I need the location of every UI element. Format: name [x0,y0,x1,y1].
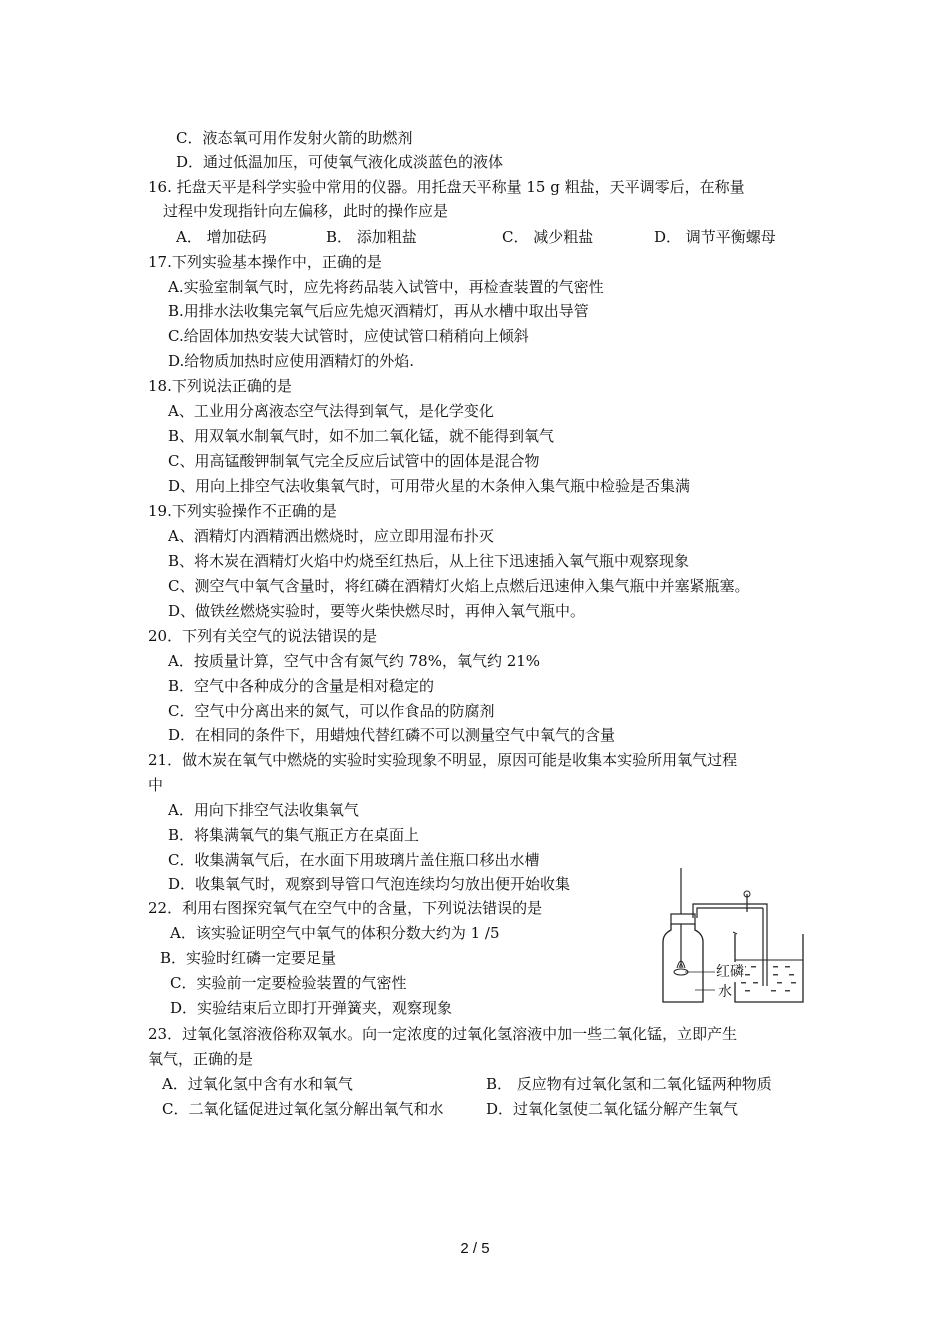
q18-stem: 18.下列说法正确的是 [148,377,292,395]
page-number: 2 / 5 [460,1240,490,1257]
q21-option-a: A．用向下排空气法收集氧气 [168,801,359,819]
q18-option-a: A、工业用分离液态空气法得到氧气，是化学变化 [168,402,494,420]
q18-option-b: B、用双氧水制氧气时，如不加二氧化锰，就不能得到氧气 [168,427,555,445]
q16-option-c: C． 减少粗盐 [502,228,594,246]
q20-option-d: D．在相同的条件下，用蜡烛代替红磷不可以测量空气中氧气的含量 [168,726,616,744]
q17-option-d: D.给物质加热时应使用酒精灯的外焰. [168,352,415,370]
q17-option-a: A.实验室制氧气时，应先将药品装入试管中，再检查装置的气密性 [168,278,604,296]
q15-option-d: D．通过低温加压，可使氧气液化成淡蓝色的液体 [176,153,504,171]
q21-option-b: B．将集满氧气的集气瓶正方在桌面上 [168,826,420,844]
stopper [671,914,695,924]
label-water: 水 [718,984,732,1000]
q22-option-a: A．该实验证明空气中氧气的体积分数大约为 1 /5 [170,924,500,942]
q19-option-a: A、酒精灯内酒精洒出燃烧时，应立即用湿布扑灭 [168,527,494,545]
q19-stem: 19.下列实验操作不正确的是 [148,502,337,520]
q15-option-c: C．液态氧可用作发射火箭的助燃剂 [176,129,413,147]
q20-option-a: A．按质量计算，空气中含有氮气约 78%，氧气约 21% [168,652,541,670]
apparatus-diagram [655,868,815,1008]
q16-stem-line1: 16. 托盘天平是科学实验中常用的仪器。用托盘天平称量 15 g 粗盐，天平调零后，在称量 [148,178,745,196]
q19-option-b: B、将木炭在酒精灯火焰中灼烧至红热后，从上往下迅速插入氧气瓶中观察现象 [168,552,690,570]
q21-option-c: C．收集满氧气后，在水面下用玻璃片盖住瓶口移出水槽 [168,851,540,869]
q19-option-d: D、做铁丝燃烧实验时，要等火柴快燃尽时，再伸入氧气瓶中。 [168,602,586,620]
label-red-phosphorus: 红磷 [716,964,744,980]
q23-stem-line2: 氧气，正确的是 [148,1050,254,1068]
q22-option-d: D．实验结束后立即打开弹簧夹，观察现象 [170,999,453,1017]
q22-stem: 22．利用右图探究氧气在空气中的含量，下列说法错误的是 [148,899,543,917]
q23-option-a: A．过氧化氢中含有水和氧气 [162,1075,353,1093]
q21-option-d: D．收集氧气时，观察到导管口气泡连续均匀放出便开始收集 [168,875,571,893]
q23-stem-line1: 23．过氧化氢溶液俗称双氧水。向一定浓度的过氧化氢溶液中加一些二氧化锰，立即产生 [148,1025,738,1043]
q18-option-d: D、用向上排空气法收集氧气时，可用带火星的木条伸入集气瓶中检验是否集满 [168,477,691,495]
q20-option-b: B．空气中各种成分的含量是相对稳定的 [168,677,435,695]
beaker [735,934,803,1002]
q17-option-b: B.用排水法收集完氧气后应先熄灭酒精灯，再从水槽中取出导管 [168,302,589,320]
q21-stem-line2: 中 [148,776,164,794]
q22-option-b: B．实验时红磷一定要足量 [160,949,337,967]
q16-option-a: A． 增加砝码 [176,228,267,246]
q21-stem-line1: 21．做木炭在氧气中燃烧的实验时实验现象不明显，原因可能是收集本实验所用氧气过程 [148,751,738,769]
q16-stem-line2: 过程中发现指针向左偏移，此时的操作应是 [163,202,449,220]
q16-option-b: B． 添加粗盐 [326,228,417,246]
q17-option-c: C.给固体加热安装大试管时，应使试管口稍稍向上倾斜 [168,327,529,345]
q19-option-c: C、测空气中氧气含量时，将红磷在酒精灯火焰上点燃后迅速伸入集气瓶中并塞紧瓶塞。 [168,577,750,595]
q18-option-c: C、用高锰酸钾制氧气完全反应后试管中的固体是混合物 [168,452,540,470]
q17-stem: 17.下列实验基本操作中，正确的是 [148,253,382,271]
q23-option-d: D．过氧化氢使二氧化锰分解产生氧气 [486,1100,739,1118]
q23-option-c: C．二氧化锰促进过氧化氢分解出氧气和水 [162,1100,444,1118]
q20-option-c: C．空气中分离出来的氮气，可以作食品的防腐剂 [168,702,495,720]
oxygen-content-apparatus-figure [655,868,815,1008]
connecting-tube [693,904,767,918]
q23-option-b: B． 反应物有过氧化氢和二氧化锰两种物质 [486,1075,772,1093]
q16-option-d: D． 调节平衡螺母 [654,228,776,246]
q20-stem: 20．下列有关空气的说法错误的是 [148,627,378,645]
q22-option-c: C．实验前一定要检验装置的气密性 [170,974,407,992]
